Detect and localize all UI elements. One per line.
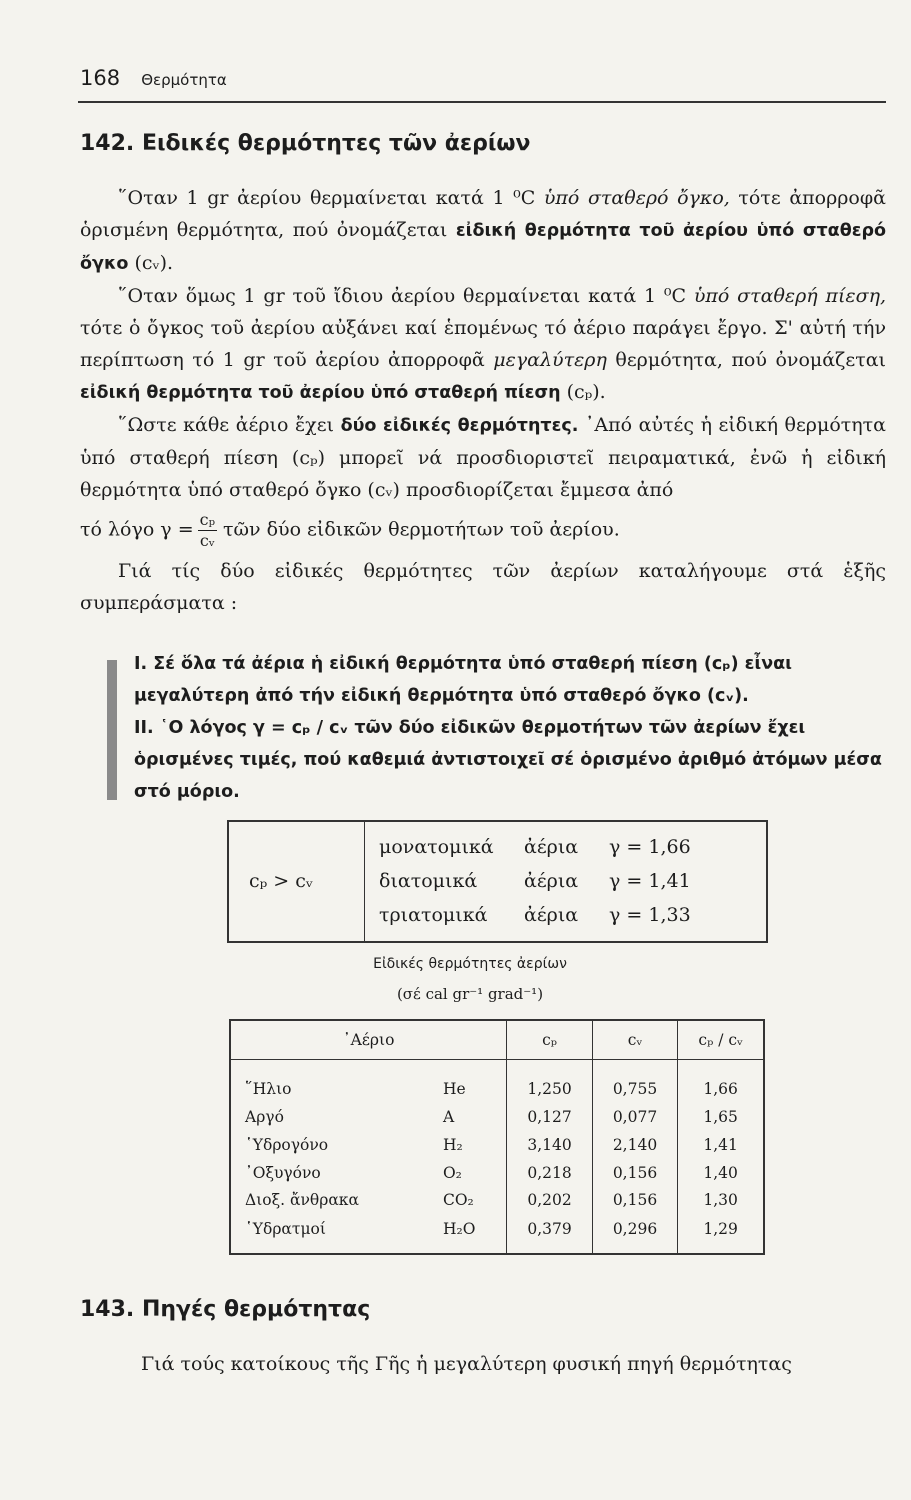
p1-emphasis: ὑπό σταθερό ὄγκο, — [543, 187, 730, 209]
section-142-title: 142. Ειδικές θερμότητες τῶν ἀερίων — [80, 131, 531, 156]
box-gamma: γ = 1,66 — [609, 836, 691, 858]
conclusion-2: II. ῾Ο λόγος γ = cₚ / cᵥ τῶν δύο εἰδικῶν θερμοτήτων τῶν ἀερίων ἔχει ὁρισμένες τιμές, πού καθεμιά ἀντιστοιχεῖ σέ ὁρισμένο ἀριθμό ἀτόμων μέσα στό μόριο. — [134, 718, 882, 802]
cell-gas: ᾽Οξυγόνο — [245, 1163, 321, 1182]
p1-text-b: τότε ἀπορροφᾶ ὁρισμένη θερμότητα, πού ὀνομάζεται — [80, 187, 886, 241]
cell-ratio: 1,40 — [678, 1159, 764, 1187]
page-header — [80, 66, 227, 90]
paragraph-4-ratio — [80, 510, 886, 551]
box-row-monatomic — [379, 836, 759, 870]
box-kind: διατομικά — [379, 870, 478, 892]
cell-gas: Αργό — [245, 1108, 284, 1127]
cell-cv: 0,156 — [592, 1159, 677, 1187]
cell-ratio: 1,29 — [678, 1214, 764, 1254]
gamma-summary-box — [227, 820, 768, 943]
cell-symbol: A — [442, 1108, 455, 1127]
cell-symbol: CO₂ — [442, 1191, 474, 1210]
p3-text-a: ῞Ωστε κάθε ἀέριο ἔχει — [118, 414, 341, 436]
box-gas: ἀέρια — [524, 904, 579, 926]
cp-gt-cv-label: cₚ > cᵥ — [249, 870, 313, 892]
cell-symbol: He — [442, 1079, 466, 1098]
cell-gas: ῞Ηλιο — [245, 1079, 292, 1098]
box-row-triatomic — [379, 904, 759, 938]
cell-cp: 0,218 — [507, 1159, 592, 1187]
paragraph-1 — [80, 182, 886, 280]
cell-cv: 2,140 — [592, 1131, 677, 1159]
box-gas: ἀέρια — [524, 870, 579, 892]
running-title: Θερμότητα — [141, 71, 227, 89]
header-rule — [78, 101, 886, 103]
cell-ratio: 1,65 — [678, 1103, 764, 1131]
box-gamma: γ = 1,33 — [609, 904, 691, 926]
col-cv: cᵥ — [592, 1020, 677, 1060]
paragraph-5: Γιά τίς δύο εἰδικές θερμότητες τῶν ἀερίων καταλήγουμε στά ἑξῆς συμπεράσματα : — [80, 560, 886, 614]
cell-cv: 0,755 — [592, 1060, 677, 1104]
p2-emphasis-a: ὑπό σταθερή πίεση, — [693, 285, 886, 307]
box-kind: τριατομικά — [379, 904, 488, 926]
box-row-diatomic — [379, 870, 759, 904]
conclusion-1: I. Σέ ὅλα τά ἀέρια ἡ εἰδική θερμότητα ὑπό σταθερή πίεση (cₚ) εἶναι μεγαλύτερη ἀπό τήν εἰδική θερμότητα ὑπό σταθερό ὄγκο (cᵥ). — [134, 654, 792, 706]
ratio-lead: τό λόγο γ = — [80, 518, 194, 541]
table-caption: Εἰδικές θερμότητες ἀερίων — [373, 956, 567, 972]
cell-symbol: O₂ — [442, 1163, 462, 1182]
paragraph-3 — [80, 409, 886, 506]
cell-gas: ῾Υδρατμοί — [245, 1219, 326, 1238]
table-header-row — [230, 1020, 764, 1060]
margin-bar — [107, 660, 117, 800]
specific-heats-table — [229, 1019, 765, 1255]
table-row — [230, 1103, 764, 1131]
col-cp: cₚ — [507, 1020, 592, 1060]
table-row — [230, 1214, 764, 1254]
fraction-numerator: cₚ — [199, 510, 215, 529]
table-row — [230, 1159, 764, 1187]
cell-cv: 0,077 — [592, 1103, 677, 1131]
box-gamma: γ = 1,41 — [609, 870, 691, 892]
fraction-denominator: cᵥ — [199, 531, 215, 550]
section-143-paragraph: Γιά τούς κατοίκους τῆς Γῆς ἡ μεγαλύτερη φυσική πηγή θερμότητας — [141, 1353, 792, 1375]
p2-emphasis-b: μεγαλύτερη — [493, 349, 607, 371]
page-number: 168 — [80, 66, 121, 90]
table-row — [230, 1060, 764, 1104]
p2-definition: εἰδική θερμότητα τοῦ ἀερίου ὑπό σταθερή πίεση — [80, 383, 561, 403]
col-gas: ᾽Αέριο — [230, 1020, 507, 1060]
gamma-fraction — [198, 510, 217, 551]
p2-text-c: θερμότητα, πού ὀνομάζεται — [606, 349, 886, 371]
p3-bold: δύο εἰδικές θερμότητες. — [340, 416, 579, 436]
cell-cp: 0,202 — [507, 1186, 592, 1214]
cell-ratio: 1,66 — [678, 1060, 764, 1104]
cell-cv: 0,156 — [592, 1186, 677, 1214]
paragraph-2 — [80, 280, 886, 409]
section-142-body — [80, 182, 886, 619]
p1-text-a: ῞Οταν 1 gr ἀερίου θερμαίνεται κατά 1 ⁰C — [118, 187, 544, 209]
ratio-tail: τῶν δύο εἰδικῶν θερμοτήτων τοῦ ἀερίου. — [222, 518, 620, 541]
p2-text-a: ῞Οταν ὅμως 1 gr τοῦ ἴδιου ἀερίου θερμαίνεται κατά 1 ⁰C — [118, 285, 694, 307]
p2-text-d: (cₚ). — [560, 381, 606, 403]
cell-ratio: 1,30 — [678, 1186, 764, 1214]
p1-text-c: (cᵥ). — [128, 252, 174, 274]
table-units: (σέ cal gr⁻¹ grad⁻¹) — [396, 985, 544, 1003]
cell-symbol: H₂O — [442, 1219, 476, 1238]
cell-cv: 0,296 — [592, 1214, 677, 1254]
p2-text-b: τότε ὁ ὄγκος τοῦ ἀερίου αὐξάνει καί ἑπομένως τό ἀέριο παράγει ἔργο. Σ' αὐτή τήν περίπτωση τό 1 gr τοῦ ἀερίου ἀπορροφᾶ — [80, 317, 886, 371]
box-gas: ἀέρια — [524, 836, 579, 858]
cell-gas: Διοξ. ἄνθρακα — [245, 1191, 359, 1210]
cell-cp: 0,379 — [507, 1214, 592, 1254]
p3-text-b: ᾽Από αὐτές ἡ εἰδική θερμότητα ὑπό σταθερή πίεση (cₚ) μπορεῖ νά προσδιοριστεῖ πειραματικά, ἐνῶ ἡ εἰδική θερμότητα ὑπό σταθερό ὄγκο (cᵥ) προσδιορίζεται ἔμμεσα ἀπό — [80, 414, 886, 501]
cell-gas: ῾Υδρογόνο — [245, 1135, 329, 1154]
cell-symbol: H₂ — [442, 1135, 463, 1154]
cell-cp: 3,140 — [507, 1131, 592, 1159]
box-divider — [364, 822, 365, 941]
cell-cp: 0,127 — [507, 1103, 592, 1131]
table-row — [230, 1186, 764, 1214]
box-kind: μονατομικά — [379, 836, 494, 858]
col-ratio: cₚ / cᵥ — [678, 1020, 764, 1060]
section-143-title: 143. Πηγές θερμότητας — [80, 1297, 371, 1322]
cell-ratio: 1,41 — [678, 1131, 764, 1159]
cell-cp: 1,250 — [507, 1060, 592, 1104]
table-row — [230, 1131, 764, 1159]
p1-definition: εἰδική θερμότητα τοῦ ἀερίου ὑπό σταθερό ὄγκο — [80, 221, 887, 274]
conclusions — [134, 648, 886, 808]
